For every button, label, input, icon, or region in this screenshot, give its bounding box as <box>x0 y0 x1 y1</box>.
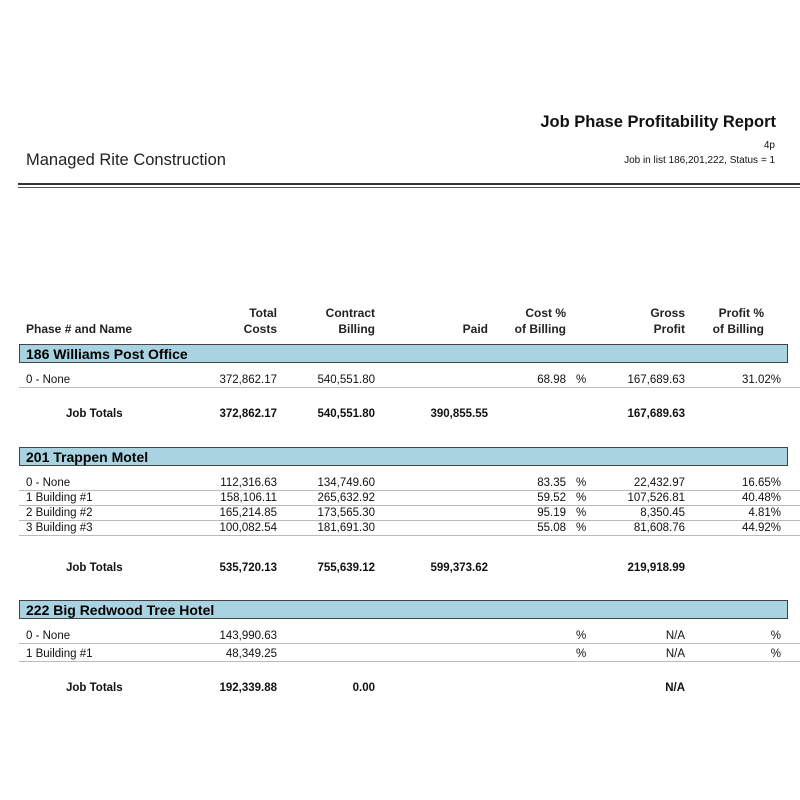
col-header-gross-profit: Gross Profit <box>650 306 685 336</box>
col-header-cost-pct: Cost % of Billing <box>514 306 566 336</box>
table-row: 0 - None 372,862.17 540,551.80 68.98 % 167,689.63 31.02% <box>19 374 800 388</box>
report-title: Job Phase Profitability Report <box>540 113 776 131</box>
col-header-paid: Paid <box>462 322 488 336</box>
job-totals-row: Job Totals 372,862.17 540,551.80 390,855.55 167,689.63 <box>66 408 685 420</box>
col-header-total-costs: Total Costs <box>243 306 277 336</box>
report-filter: Job in list 186,201,222, Status = 1 <box>624 155 775 166</box>
job-totals-row: Job Totals 192,339.88 0.00 N/A <box>66 682 685 694</box>
job-header: 201 Trappen Motel <box>19 447 788 466</box>
table-row: 0 - None 112,316.63 134,749.60 83.35 % 22,432.97 16.65% <box>19 477 800 491</box>
col-header-profit-pct: Profit % of Billing <box>712 306 764 336</box>
col-header-phase: Phase # and Name <box>26 322 133 336</box>
table-row: 0 - None 143,990.63 % N/A % <box>19 630 800 644</box>
page-number: 4p <box>763 140 775 151</box>
col-header-contract-billing: Contract Billing <box>325 306 375 336</box>
table-row: 2 Building #2 165,214.85 173,565.30 95.19 % 8,350.45 4.81% <box>19 507 800 521</box>
table-row: 1 Building #1 158,106.11 265,632.92 59.52 % 107,526.81 40.48% <box>19 492 800 506</box>
company-name: Managed Rite Construction <box>26 151 226 169</box>
job-header: 222 Big Redwood Tree Hotel <box>19 600 788 619</box>
table-row: 1 Building #1 48,349.25 % N/A % <box>19 648 800 662</box>
job-header: 186 Williams Post Office <box>19 344 788 363</box>
job-totals-row: Job Totals 535,720.13 755,639.12 599,373.62 219,918.99 <box>66 562 685 574</box>
table-row: 3 Building #3 100,082.54 181,691.30 55.08 % 81,608.76 44.92% <box>19 522 800 536</box>
header-rule <box>18 183 800 185</box>
header-rule-thin <box>18 187 800 188</box>
